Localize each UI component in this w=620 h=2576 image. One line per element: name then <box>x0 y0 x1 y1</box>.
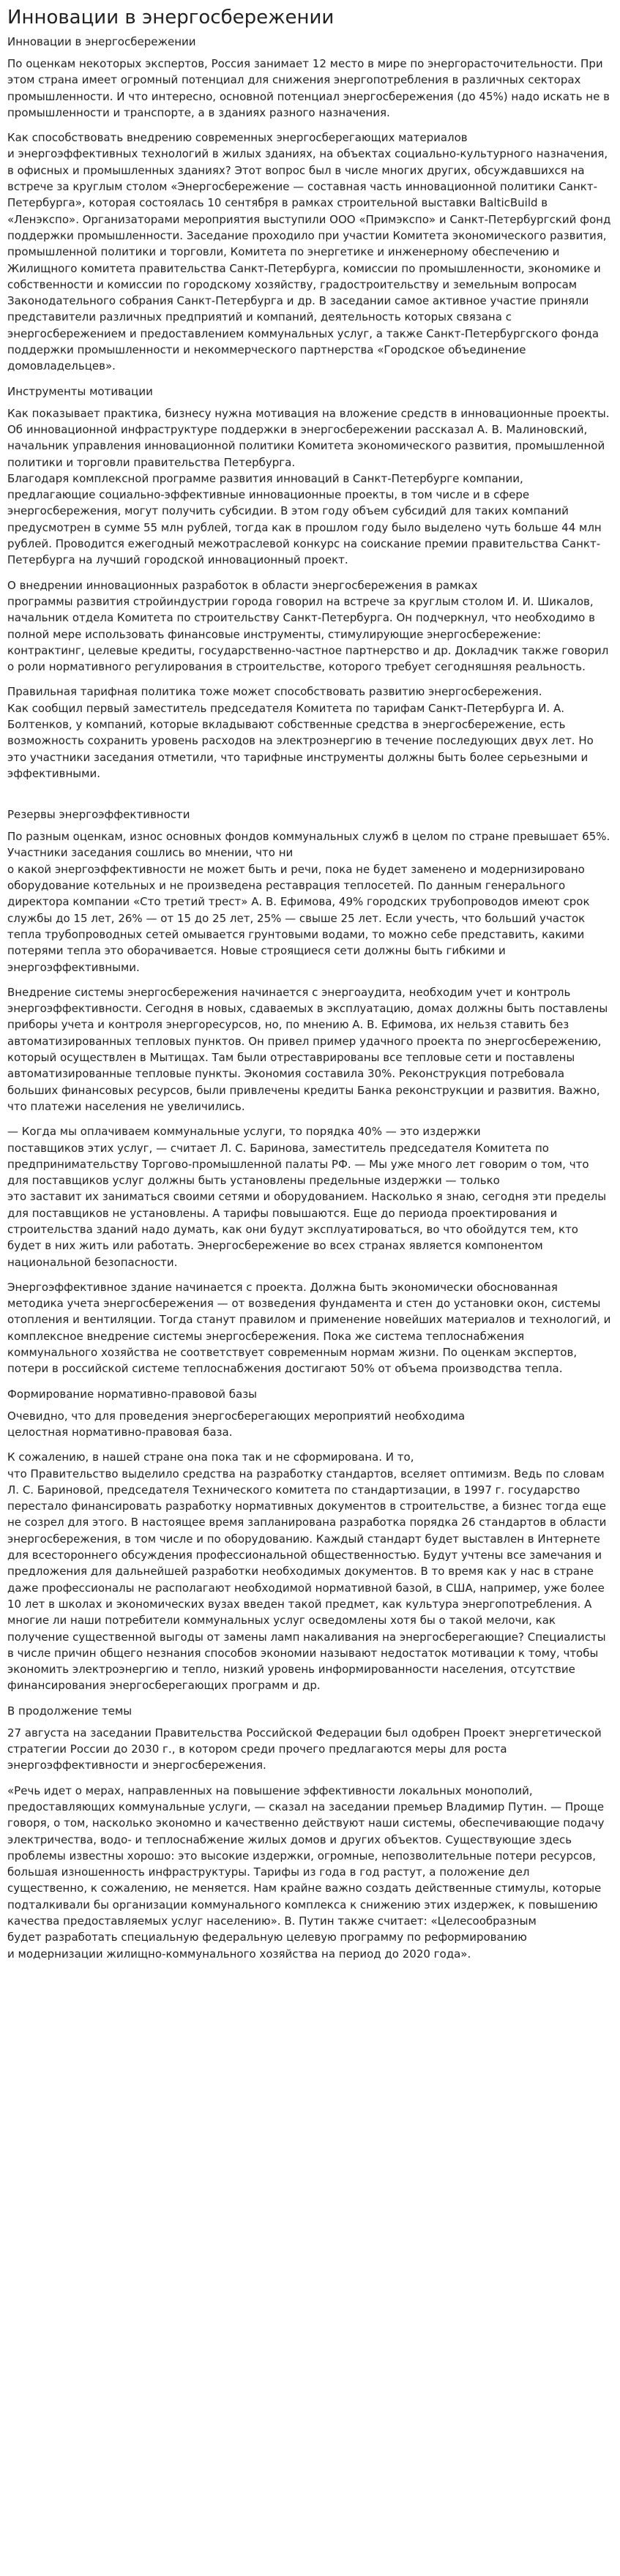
paragraph: Как показывает практика, бизнесу нужна мотивация на вложение средств в инновационные проекты. Об инновационной инфраструктуре поддержки в энергосбережении рассказал А. В. Малиновский, начальник управления инновационной политики Комитета экономического развития, промышленной политики и торговли правительства Петербурга. Благодаря комплексной программе развития инноваций в Санкт-Петербурге компании, предлагающие социально-эффективные инновационные проекты, в том числе и в сфере энергосбережения, могут получить субсидии. В этом году объем субсидий для таких компаний предусмотрен в сумме 55 млн рублей, тогда как в прошлом году было выделено чуть больше 44 млн рублей. Проводится ежегодный межотраслевой конкурс на соискание премии правительства Санкт-Петербурга на лучший городской инновационный проект. <box>7 406 610 567</box>
section-heading: Инновации в энергосбережении <box>7 35 196 48</box>
paragraph: О внедрении инновационных разработок в области энергосбережения в рамках программы развития стройиндустрии города говорил на встрече за круглым столом И. И. Шикалов, начальник отдела Комитета по строительству Санкт-Петербурга. Он подчеркнул, что необходимо в полной мере использовать финансовые инструменты, стимулирующие энергосбережение: контрактинг, целевые кредиты, государственно-частное партнерство и др. Докладчик также говорил о роли нормативного регулирования в строительстве, которого требует сегодняшняя реальность. <box>7 578 609 674</box>
paragraph: — Когда мы оплачиваем коммунальные услуги, то порядка 40% — это издержки поставщиков этих услуг, — считает Л. С. Баринова, заместитель председателя Комитета по предпринимательству Торгово-промышленной палаты РФ. — Мы уже много лет говорим о том, что для поставщиков услуг должны быть установлены предельные издержки — только это заставит их заниматься своими сетями и оборудованием. Насколько я знаю, сегодня эти пределы для поставщиков не установлены. А тарифы повышаются. Еще до периода проектирования и строительства зданий надо думать, как они будут эксплуатироваться, во что обойдутся тем, кто будет в них жить или работать. Энергосбережение во всех странах является компонентом национальной безопасности. <box>7 1125 607 1269</box>
paragraph: По разным оценкам, износ основных фондов коммунальных служб в целом по стране превышает 65%. Участники заседания сошлись во мнении, что ни о какой энергоэффективности не может быть и речи, пока не будет заменено и модернизировано оборудование котельных и не произведена реставрация теплосетей. По данным генерального директора компании «Сто третий трест» А. В. Ефимова, 49% городских трубопроводов имеют срок службы до 15 лет, 26% — от 15 до 25 лет, 25% — свыше 25 лет. Если учесть, что больший участок тепла трубопроводных сетей омывается грунтовыми водами, то можно себе представить, какими потерями тепла это оборачивается. Новые строящиеся сети должны быть гибкими и энергоэффективными. <box>7 830 610 974</box>
paragraph: Как способствовать внедрению современных энергосберегающих материалов и энергоэффективных технологий в жилых зданиях, на объектах социально-культурного назначения, в офисных и промышленных зданиях? Этот вопрос был в числе многих других, обсуждавшихся на встрече за круглым столом «Энергосбережение — составная часть инновационной политики Санкт-Петербурга», которая состоялась 10 сентября в рамках строительной выставки BalticBuild в «Ленэкспо». Организаторами мероприятия выступили ООО «Примэкспо» и Санкт-Петербургский фонд поддержки промышленности. Заседание проходило при участии Комитета экономического развития, промышленной политики и торговли, Комитета по энергетике и инженерному обеспечению и Жилищного комитета правительства Санкт-Петербурга, комиссии по промышленности, экономике и собственности и комиссии по городскому хозяйству, градостроительству и земельным вопросам Законодательного собрания Санкт-Петербурга и др. В заседании самое активное участие приняли представители различных предприятий и компаний, деятельность которых связана с энергосбережением и предоставлением коммунальных услуг, а также Санкт-Петербургского фонда поддержки промышленности и некоммерческого партнерства «Городское объединение домовладельцев». <box>7 131 611 373</box>
article-body <box>7 34 613 1962</box>
section-heading: Формирование нормативно-правовой базы <box>7 1387 258 1401</box>
paragraph: Правильная тарифная политика тоже может способствовать развитию энергосбережения. Как сообщил первый заместитель председателя Комитета по тарифам Санкт-Петербурга И. А. Болтенков, у компаний, которые вкладывают собственные средства в энергосбережение, есть возможность сохранить уровень расходов на электроэнергию в течение последующих двух лет. Но это участники заседания отметили, что тарифные инструменты должны быть более серьезными и эффективными. <box>7 685 594 780</box>
paragraph: К сожалению, в нашей стране она пока так и не сформирована. И то, что Правительство выделило средства на разработку стандартов, вселяет оптимизм. Ведь по словам Л. С. Бариновой, председателя Технического комитета по стандартизации, в 1997 г. государство перестало финансировать разработку нормативных документов в строительстве, а бизнес тогда еще не созрел для этого. В настоящее время запланирована разработка порядка 26 стандартов в области энергосбережения, в том числе и по оборудованию. Каждый стандарт будет выставлен в Интернете для всестороннего обсуждения профессиональной общественностью. Будут учтены все замечания и предложения для дальнейшей разработки необходимых документов. В то время как у нас в стране даже профессионалы не располагают необходимой нормативной базой, в США, например, уже более 10 лет в школах и экономических вузах введен такой предмет, как культура энергопотребления. А многие ли наши потребители коммунальных услуг осведомлены хотя бы о такой мелочи, как получение существенной выгоды от замены ламп накаливания на энергосберегающие? Специалисты в числе причин общего незнания способов экономии называют недостаток мотивации к тому, чтобы экономить электроэнергию и тепло, низкий уровень информированности населения, отсутствие финансирования энергосберегающих программ и др. <box>7 1450 607 1693</box>
paragraph: Энергоэффективное здание начинается с проекта. Должна быть экономически обоснованная методика учета энергосбережения — от возведения фундамента и стен до установки окон, системы отопления и вентиляции. Тогда станут правилом и применение новейших материалов и технологий, и комплексное внедрение системы энергосбережения. Пока же система теплоснабжения коммунального хозяйства не соответствует современным нормам жизни. По оценкам экспертов, потери в российской системе теплоснабжения достигают 50% от объема производства тепла. <box>7 1280 611 1376</box>
paragraph: Внедрение системы энергосбережения начинается с энергоаудита, необходим учет и контроль энергоэффективности. Сегодня в новых, сдаваемых в эксплуатацию, домах должны быть поставлены приборы учета и контроля энергоресурсов, но, по мнению А. В. Ефимова, их нельзя ставить без автоматизированных тепловых пунктов. Он привел пример удачного проекта по энергосбережению, который осуществлен в Мытищах. Там были отреставрированы все тепловые сети и поставлены автоматизированные тепловые пункты. Экономия составила 30%. Реконструкция потребовала больших финансовых ресурсов, были привлечены кредиты Банка реконструкции и развития. Важно, что платежи населения не увеличились. <box>7 985 608 1113</box>
section-heading: Инструменты мотивации <box>7 384 153 398</box>
page-title: Инновации в энергосбережении <box>7 7 335 29</box>
paragraph: «Речь идет о мерах, направленных на повышение эффективности локальных монополий, предоставляющих коммунальные услуги, — сказал на заседании премьер Владимир Путин. — Проще говоря, о том, насколько экономно и качественно действуют наши системы, обеспечивающие подачу электричества, водо- и теплоснабжение жилых домов и других объектов. Существующие здесь проблемы известны хорошо: это высокие издержки, огромные, непозволительные потери ресурсов, большая изношенность инфраструктуры. Тарифы из года в год растут, а положение дел существенно, к сожалению, не меняется. Нам крайне важно создать действенные стимулы, которые подталкивали бы организации коммунального комплекса к снижению этих издержек, к повышению качества предоставляемых услуг населению». В. Путин также считает: «Целесообразным будет разработать специальную федеральную целевую программу по реформированию и модернизации жилищно-коммунального хозяйства на период до 2020 года». <box>7 1783 605 1961</box>
paragraph: 27 августа на заседании Правительства Российской Федерации был одобрен Проект энергетической стратегии России до 2030 г., в котором среди прочего предлагаются меры для роста энергоэффективности и энергосбережения. <box>7 1726 602 1772</box>
spacer <box>7 790 613 806</box>
section-heading: В продолжение темы <box>7 1704 132 1718</box>
paragraph: По оценкам некоторых экспертов, Россия занимает 12 место в мире по энергорасточительности. При этом страна имеет огромный потенциал для снижения энергопотребления в различных секторах промышленности. И что интересно, основной потенциал энергосбережения (до 45%) надо искать не в промышленности и транспорте, а в зданиях разного назначения. <box>7 57 610 119</box>
section-heading: Резервы энергоэффективности <box>7 808 190 822</box>
paragraph: Очевидно, что для проведения энергосберегающих мероприятий необходима целостная нормативно-правовая база. <box>7 1409 466 1439</box>
